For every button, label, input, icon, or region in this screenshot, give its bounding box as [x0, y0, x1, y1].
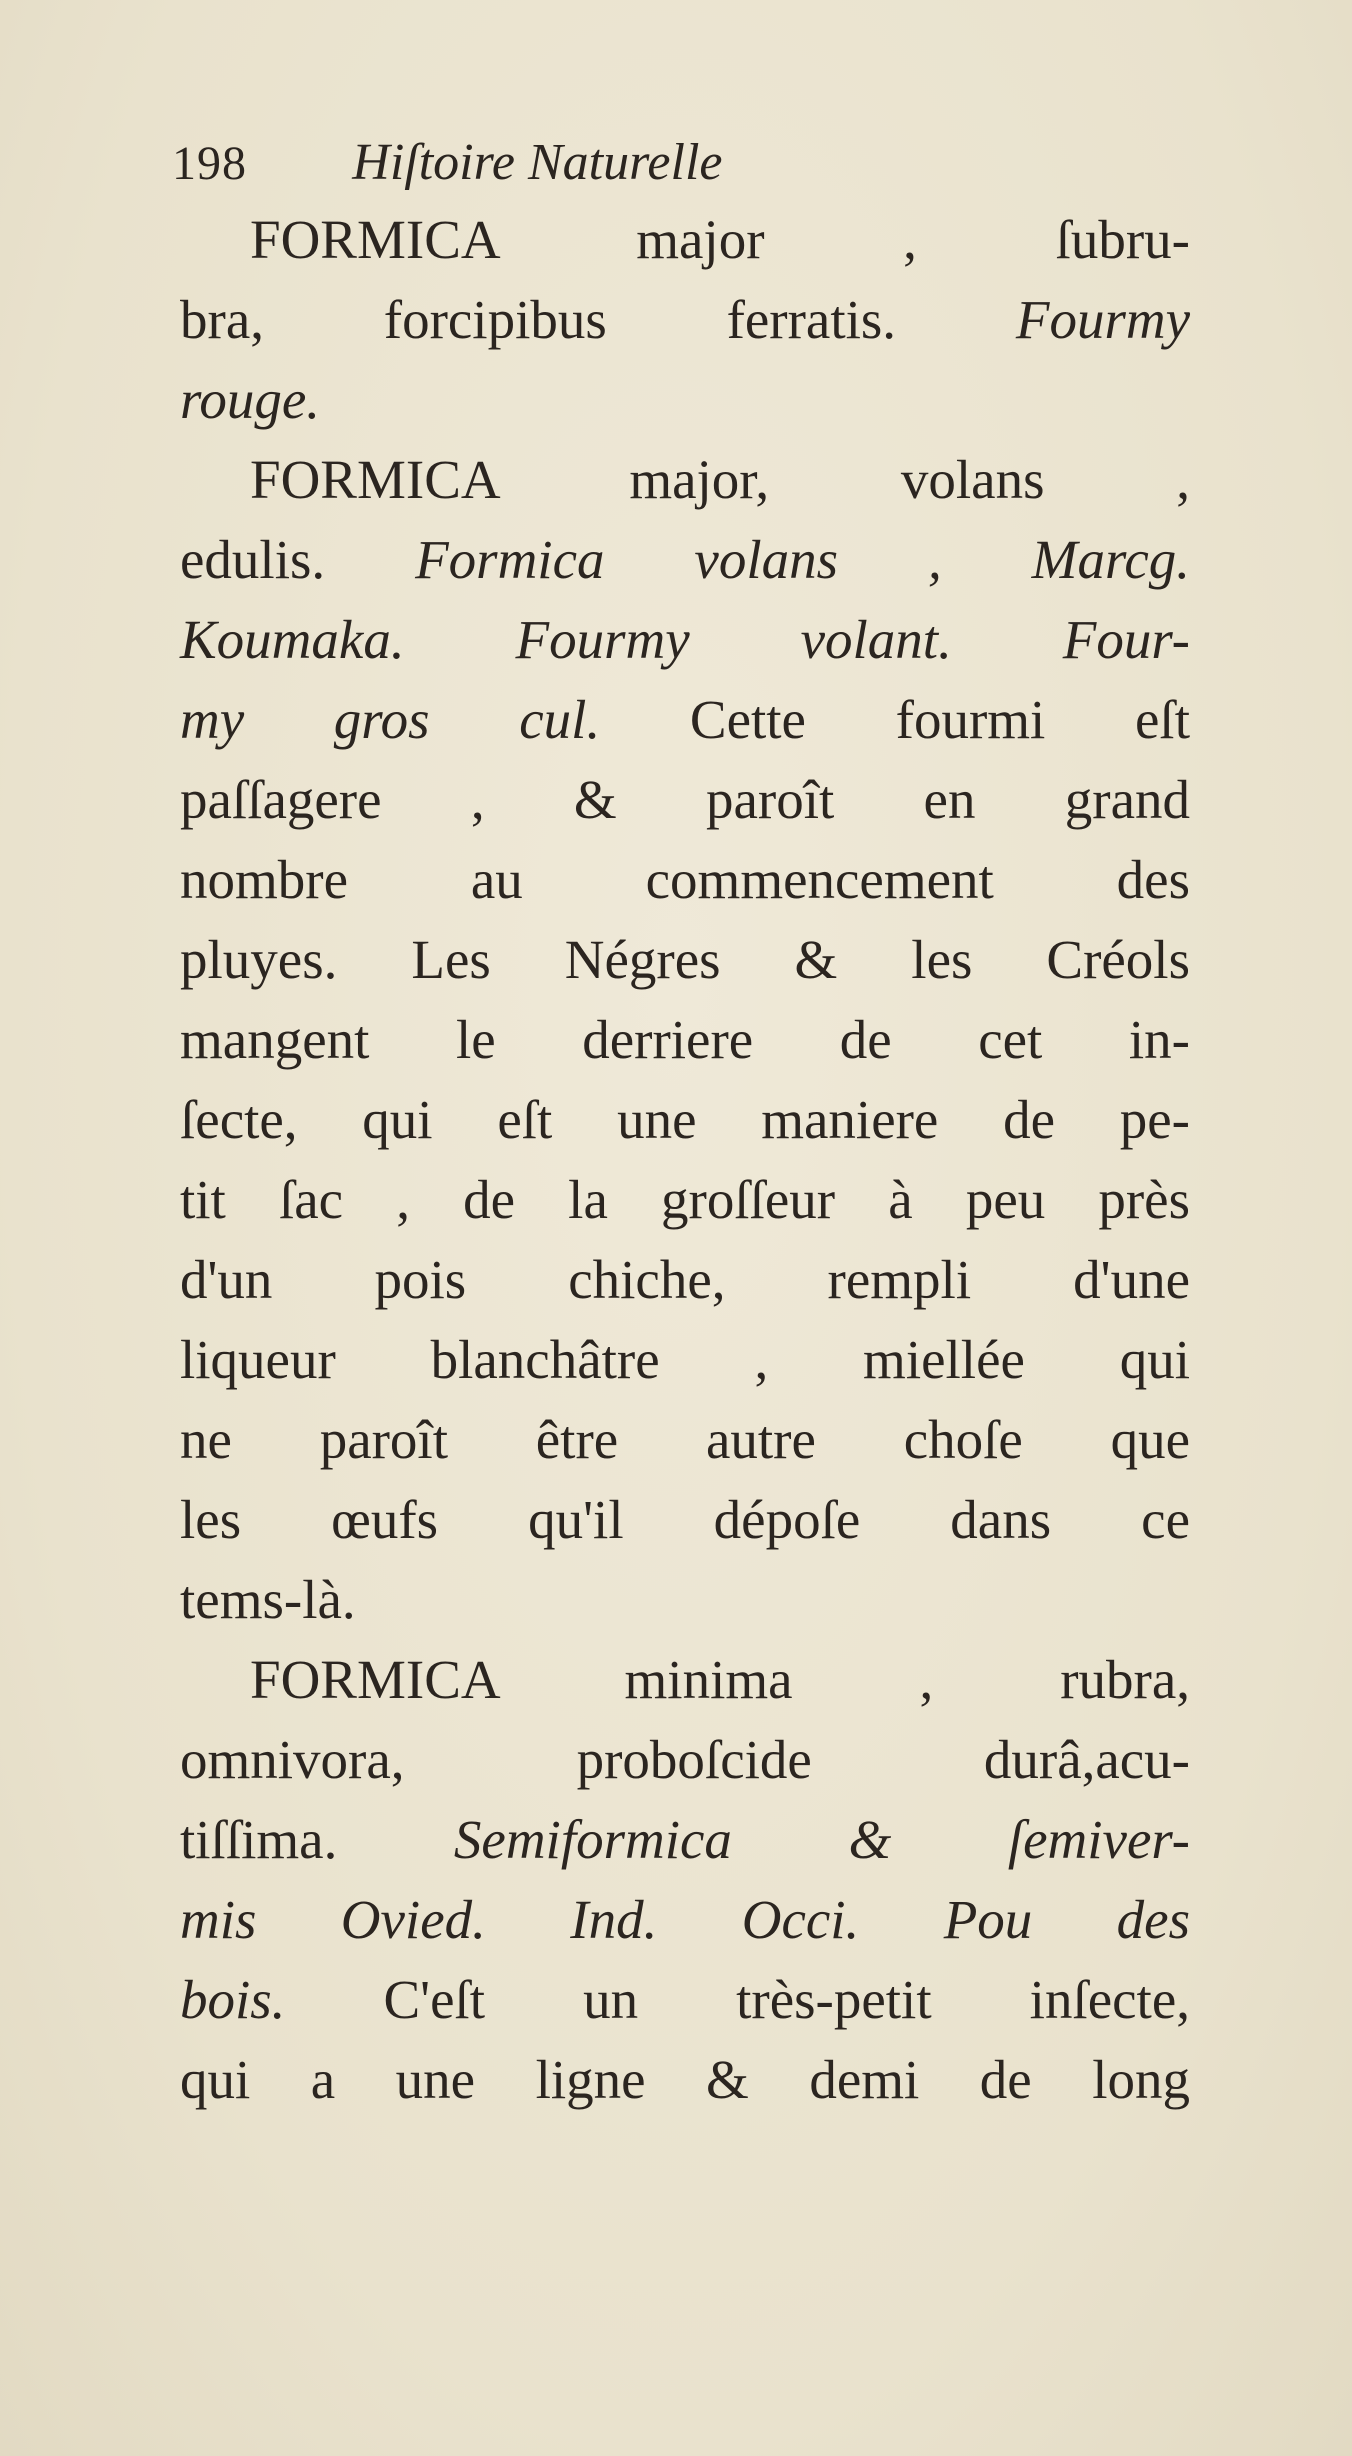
text-segment: d'un pois chiche, rempli d'une: [180, 1249, 1190, 1310]
text-line: [180, 920, 1190, 1000]
text-segment: tit ſac , de la groſſeur à peu près: [180, 1169, 1190, 1230]
text-line: [180, 1560, 1190, 1640]
text-segment: Cette fourmi eſt: [600, 689, 1190, 750]
text-line: [180, 1800, 1190, 1880]
text-line: [180, 840, 1190, 920]
italic-text-segment: mis Ovied. Ind. Occi. Pou des: [180, 1889, 1190, 1950]
text-segment: FORMICA minima , rubra,: [250, 1649, 1190, 1710]
text-segment: FORMICA major, volans ,: [250, 449, 1190, 510]
text-segment: pluyes. Les Négres & les Créols: [180, 929, 1190, 990]
text-line: [180, 520, 1190, 600]
text-line: [180, 1320, 1190, 1400]
body-text: [180, 200, 1190, 2120]
text-line: [180, 1480, 1190, 1560]
page-number: 198: [172, 137, 247, 190]
italic-text-segment: Formica volans , Marcg.: [415, 529, 1190, 590]
text-segment: mangent le derriere de cet in-: [180, 1009, 1190, 1070]
italic-text-segment: Koumaka. Fourmy volant. Four-: [180, 609, 1190, 670]
text-line: [180, 440, 1190, 520]
text-segment: edulis.: [180, 529, 416, 590]
text-line: [180, 680, 1190, 760]
text-segment: ne paroît être autre choſe que: [180, 1409, 1190, 1470]
text-line: [180, 280, 1190, 360]
text-line: [180, 200, 1190, 280]
italic-text-segment: bois.: [180, 1969, 286, 2030]
text-segment: C'eſt un très-petit inſecte,: [285, 1969, 1190, 2030]
text-line: [180, 600, 1190, 680]
text-segment: liqueur blanchâtre , miellée qui: [180, 1329, 1190, 1390]
text-line: [180, 760, 1190, 840]
text-segment: tiſſima.: [180, 1809, 454, 1870]
text-line: [180, 360, 1190, 440]
text-line: [180, 1000, 1190, 1080]
italic-text-segment: Fourmy: [1015, 289, 1190, 350]
text-segment: paſſagere , & paroît en grand: [180, 769, 1190, 830]
text-segment: FORMICA major , ſubru-: [250, 209, 1190, 270]
italic-text-segment: Semiformica & ſemiver-: [453, 1809, 1190, 1870]
text-segment: bra, forcipibus ferratis.: [180, 289, 1016, 350]
text-line: [180, 1720, 1190, 1800]
text-line: [180, 1080, 1190, 1160]
text-line: [180, 1960, 1190, 2040]
text-segment: nombre au commencement des: [180, 849, 1190, 910]
text-line: [180, 2040, 1190, 2120]
text-line: [180, 1880, 1190, 1960]
text-line: [180, 1160, 1190, 1240]
text-line: [180, 1400, 1190, 1480]
text-segment: qui a une ligne & demi de long: [180, 2049, 1190, 2110]
text-line: [180, 1640, 1190, 1720]
page-header: [172, 128, 1172, 198]
text-line: [180, 1240, 1190, 1320]
text-segment: omnivora, proboſcide durâ,acu-: [180, 1729, 1190, 1790]
running-title: Hiſtoire Naturelle: [352, 134, 723, 191]
italic-text-segment: my gros cul.: [180, 689, 601, 750]
italic-text-segment: rouge.: [180, 369, 321, 430]
text-segment: tems-là.: [180, 1569, 356, 1630]
text-segment: les œufs qu'il dépoſe dans ce: [180, 1489, 1190, 1550]
text-segment: ſecte, qui eſt une maniere de pe-: [180, 1089, 1190, 1150]
